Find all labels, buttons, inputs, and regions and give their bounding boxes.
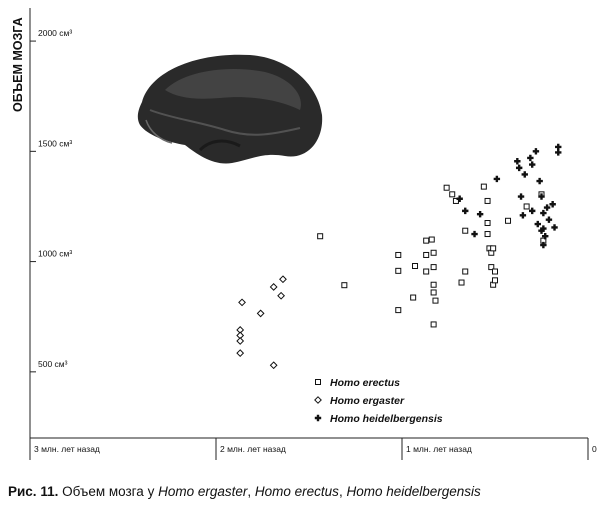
point-homo-ergaster — [270, 362, 276, 368]
point-homo-heidelbergensis — [527, 155, 533, 161]
point-homo-heidelbergensis — [536, 178, 542, 184]
point-homo-heidelbergensis — [462, 208, 468, 214]
x-tick-label: 2 млн. лет назад — [220, 444, 286, 454]
point-homo-erectus — [459, 280, 464, 285]
caption-separator: , — [247, 484, 255, 499]
point-homo-heidelbergensis — [529, 161, 535, 167]
point-homo-erectus — [431, 322, 436, 327]
point-homo-ergaster — [257, 310, 263, 316]
point-homo-heidelbergensis — [477, 211, 483, 217]
point-homo-heidelbergensis — [555, 149, 561, 155]
point-homo-erectus — [450, 192, 455, 197]
point-homo-ergaster — [270, 284, 276, 290]
x-tick-label: 0 — [592, 444, 597, 454]
point-homo-erectus — [431, 265, 436, 270]
legend-label-homo-heidelbergensis: Homo heidelbergensis — [330, 413, 443, 425]
point-homo-heidelbergensis — [549, 201, 555, 207]
figure-caption — [8, 484, 598, 499]
data-points — [237, 144, 561, 369]
point-homo-erectus — [506, 218, 511, 223]
point-homo-heidelbergensis — [555, 144, 561, 150]
point-homo-erectus — [485, 221, 490, 226]
y-tick-label: 1000 см³ — [38, 248, 73, 259]
point-homo-heidelbergensis — [551, 224, 557, 230]
point-homo-erectus — [485, 232, 490, 237]
point-homo-erectus — [429, 237, 434, 242]
point-homo-erectus — [424, 252, 429, 257]
point-homo-erectus — [524, 204, 529, 209]
x-tick-label: 3 млн. лет назад — [34, 444, 100, 454]
legend-label-homo-ergaster: Homo ergaster — [330, 395, 405, 407]
point-homo-erectus — [396, 252, 401, 257]
caption-separator: , — [338, 484, 347, 499]
point-homo-erectus — [413, 264, 418, 269]
caption-label: Рис. 11. — [8, 484, 59, 499]
point-homo-ergaster — [237, 338, 243, 344]
y-tick-label: 1500 см³ — [38, 138, 73, 149]
point-homo-ergaster — [280, 276, 286, 282]
point-homo-erectus — [491, 246, 496, 251]
point-homo-erectus — [431, 250, 436, 255]
point-homo-erectus — [485, 198, 490, 203]
point-homo-erectus — [493, 269, 498, 274]
point-homo-heidelbergensis — [546, 216, 552, 222]
y-ticks — [30, 28, 72, 372]
y-tick-label: 2000 см³ — [38, 28, 73, 39]
point-homo-heidelbergensis — [520, 212, 526, 218]
point-homo-erectus — [424, 269, 429, 274]
point-homo-erectus — [396, 308, 401, 313]
point-homo-erectus — [431, 290, 436, 295]
point-homo-heidelbergensis — [522, 171, 528, 177]
point-homo-ergaster — [237, 350, 243, 356]
point-homo-heidelbergensis — [518, 193, 524, 199]
legend — [315, 377, 443, 425]
point-homo-erectus — [433, 298, 438, 303]
legend-marker-homo-erectus — [316, 380, 321, 385]
point-homo-erectus — [463, 269, 468, 274]
point-homo-heidelbergensis — [516, 165, 522, 171]
skull-cap-icon — [138, 55, 322, 164]
point-homo-ergaster — [239, 299, 245, 305]
point-homo-heidelbergensis — [471, 231, 477, 237]
point-homo-heidelbergensis — [535, 221, 541, 227]
point-homo-erectus — [481, 184, 486, 189]
point-homo-erectus — [463, 228, 468, 233]
point-homo-erectus — [444, 185, 449, 190]
x-ticks — [30, 438, 597, 460]
point-homo-erectus — [411, 295, 416, 300]
legend-marker-homo-heidelbergensis — [315, 415, 321, 421]
legend-marker-homo-ergaster — [315, 397, 321, 403]
point-homo-ergaster — [278, 293, 284, 299]
point-homo-heidelbergensis — [494, 176, 500, 182]
y-axis-label: ОБЪЕМ МОЗГА — [11, 17, 25, 112]
y-tick-label: 500 см³ — [38, 358, 68, 369]
point-homo-heidelbergensis — [540, 210, 546, 216]
legend-label-homo-erectus: Homo erectus — [330, 377, 401, 389]
x-tick-label: 1 млн. лет назад — [406, 444, 472, 454]
caption-species-heidelbergensis: Homo heidelbergensis — [346, 484, 481, 499]
point-homo-erectus — [424, 238, 429, 243]
point-homo-erectus — [493, 278, 498, 283]
point-homo-erectus — [342, 283, 347, 288]
point-homo-heidelbergensis — [533, 148, 539, 154]
caption-text: Объем мозга у — [58, 484, 159, 499]
point-homo-erectus — [396, 268, 401, 273]
caption-species-ergaster: Homo ergaster — [158, 484, 248, 499]
point-homo-heidelbergensis — [544, 204, 550, 210]
point-homo-erectus — [318, 234, 323, 239]
caption-species-erectus: Homo erectus — [254, 484, 339, 499]
point-homo-heidelbergensis — [514, 158, 520, 164]
point-homo-heidelbergensis — [529, 208, 535, 214]
point-homo-erectus — [431, 282, 436, 287]
